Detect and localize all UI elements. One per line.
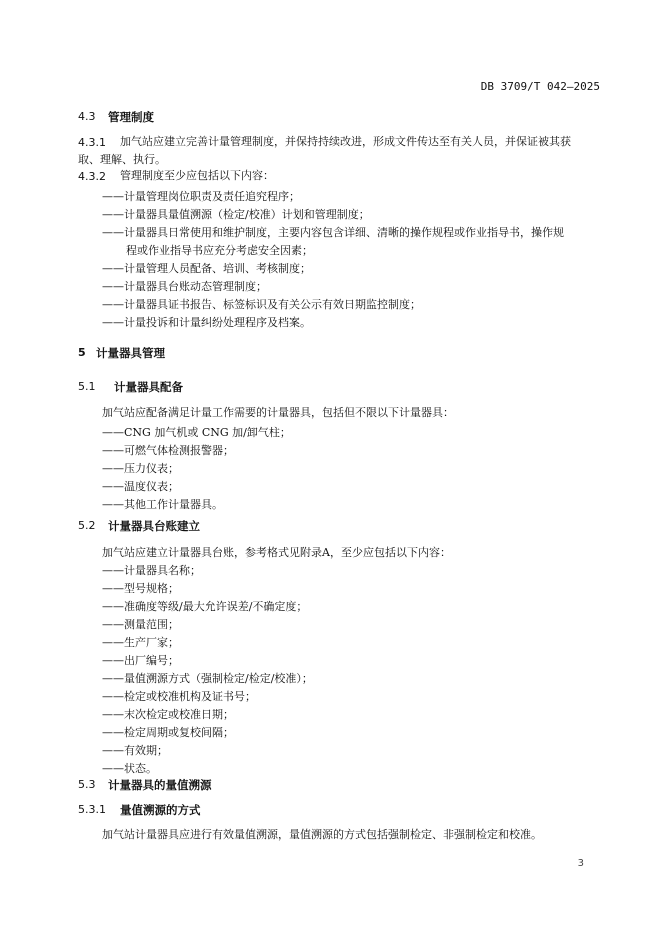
page-number: 3	[577, 858, 584, 869]
list-item: ——检定或校准机构及证书号；	[102, 690, 256, 703]
section-5-1-intro: 加气站应配备满足计量工作需要的计量器具，包括但不限以下计量器具：	[102, 406, 454, 419]
list-item: ——有效期；	[102, 744, 168, 757]
list-item: ——计量器具台账动态管理制度；	[102, 280, 267, 293]
list-item: ——状态。	[102, 762, 157, 775]
list-item: ——温度仪表；	[102, 480, 179, 493]
section-5-1-number: 5.1	[78, 380, 96, 393]
list-item: ——末次检定或校准日期；	[102, 708, 234, 721]
section-4-3-title: 管理制度	[108, 110, 154, 124]
list-item: ——计量管理岗位职责及责任追究程序；	[102, 190, 300, 203]
section-5-2-title: 计量器具台账建立	[108, 519, 200, 533]
chapter-5-title: 计量器具管理	[96, 346, 165, 360]
clause-5-3-1-title: 量值溯源的方式	[120, 803, 201, 817]
list-item: ——计量投诉和计量纠纷处理程序及档案。	[102, 316, 311, 329]
chapter-5-number: 5	[78, 346, 86, 359]
list-item: ——准确度等级/最大允许误差/不确定度；	[102, 600, 308, 613]
section-5-2-number: 5.2	[78, 519, 96, 532]
section-5-3-title: 计量器具的量值溯源	[108, 778, 212, 792]
clause-5-3-1-text: 加气站计量器具应进行有效量值溯源，量值溯源的方式包括强制检定、非强制检定和校准。	[102, 828, 542, 841]
list-item: ——检定周期或复校间隔；	[102, 726, 234, 739]
clause-4-3-2-intro: 管理制度至少应包括以下内容：	[120, 169, 274, 182]
list-item: ——可燃气体检测报警器；	[102, 444, 234, 457]
list-item: ——出厂编号；	[102, 654, 179, 667]
list-item: ——生产厂家；	[102, 636, 179, 649]
list-item: ——计量管理人员配备、培训、考核制度；	[102, 262, 311, 275]
section-5-3-number: 5.3	[78, 778, 96, 791]
section-4-3-number: 4.3	[78, 110, 96, 123]
list-item: ——计量器具证书报告、标签标识及有关公示有效日期监控制度；	[102, 298, 421, 311]
clause-5-3-1-number: 5.3.1	[78, 803, 106, 816]
clause-4-3-2-number: 4.3.2	[78, 170, 106, 183]
list-item: ——计量器具量值溯源（检定/校准）计划和管理制度；	[102, 208, 370, 221]
clause-4-3-1-text-line2: 取、理解、执行。	[78, 153, 166, 166]
list-item: ——CNG 加气机或 CNG 加/卸气柱；	[102, 426, 291, 439]
document-number: DB 3709/T 042—2025	[480, 80, 600, 93]
list-item: ——其他工作计量器具。	[102, 498, 223, 511]
list-item-continuation: 程或作业指导书应充分考虑安全因素；	[126, 244, 313, 257]
list-item: ——计量器具名称；	[102, 564, 201, 577]
clause-4-3-1-text-line1: 加气站应建立完善计量管理制度，并保持持续改进，形成文件传达至有关人员，并保证被其获	[120, 135, 571, 148]
clause-4-3-1-number: 4.3.1	[78, 136, 106, 149]
list-item: ——压力仪表；	[102, 462, 179, 475]
section-5-1-title: 计量器具配备	[114, 380, 183, 394]
list-item: ——计量器具日常使用和维护制度，主要内容包含详细、清晰的操作规程或作业指导书，操作规	[102, 226, 564, 239]
section-5-2-intro: 加气站应建立计量器具台账，参考格式见附录A，至少应包括以下内容：	[102, 546, 451, 559]
list-item: ——测量范围；	[102, 618, 179, 631]
list-item: ——型号规格；	[102, 582, 179, 595]
list-item: ——量值溯源方式（强制检定/检定/校准）；	[102, 672, 313, 685]
